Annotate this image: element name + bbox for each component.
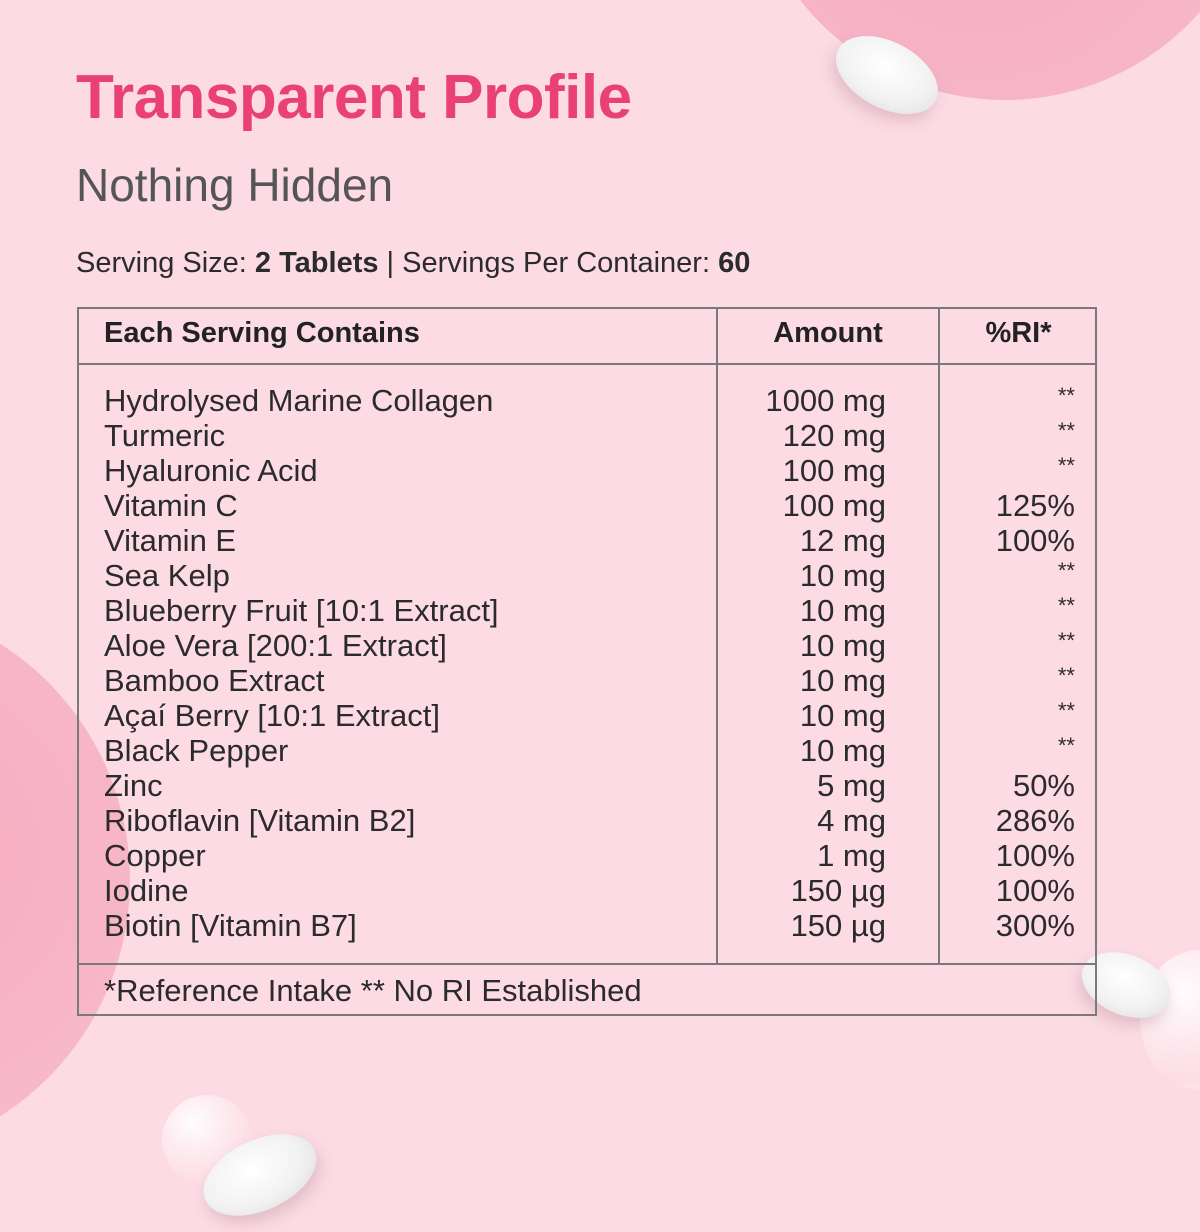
table-row <box>79 803 1095 838</box>
ingredient-name: Vitamin C <box>104 488 238 523</box>
ingredient-ri: 100% <box>995 873 1075 908</box>
ingredient-ri: 100% <box>995 838 1075 873</box>
table-row <box>79 628 1095 663</box>
ingredient-ri: ** <box>1057 698 1075 723</box>
table-row <box>79 523 1095 558</box>
ingredient-amount: 100 mg <box>782 488 886 523</box>
ingredient-name: Vitamin E <box>104 523 237 558</box>
nutrition-table <box>77 307 1097 1016</box>
ingredient-ri: ** <box>1057 733 1075 758</box>
column-header-ingredient: Each Serving Contains <box>104 317 420 349</box>
ingredient-ri: 125% <box>995 488 1075 523</box>
table-row <box>79 558 1095 593</box>
table-row <box>79 838 1095 873</box>
table-row <box>79 873 1095 908</box>
ingredient-amount: 150 µg <box>790 908 886 943</box>
table-row <box>79 383 1095 418</box>
ingredient-name: Açaí Berry [10:1 Extract] <box>104 698 440 733</box>
table-row <box>79 908 1095 943</box>
ingredient-name: Aloe Vera [200:1 Extract] <box>104 628 447 663</box>
table-row <box>79 663 1095 698</box>
ingredient-name: Bamboo Extract <box>104 663 325 698</box>
ingredient-amount: 10 mg <box>799 558 886 593</box>
ingredient-amount: 150 µg <box>790 873 886 908</box>
ingredient-amount: 1000 mg <box>765 383 886 418</box>
ingredient-ri: 100% <box>995 523 1075 558</box>
ingredient-amount: 10 mg <box>799 593 886 628</box>
servings-per-container-label: Servings Per Container: <box>402 247 719 279</box>
ingredient-ri: 286% <box>995 803 1075 838</box>
ingredient-name: Hyaluronic Acid <box>104 453 318 488</box>
table-row <box>79 768 1095 803</box>
column-header-amount: Amount <box>773 317 883 349</box>
ingredient-name: Copper <box>104 838 206 873</box>
ingredient-ri: 300% <box>995 908 1075 943</box>
ingredient-amount: 1 mg <box>817 838 886 873</box>
ingredient-ri: ** <box>1057 628 1075 653</box>
ingredient-amount: 5 mg <box>817 768 886 803</box>
ingredient-amount: 12 mg <box>799 523 886 558</box>
footer-divider <box>79 963 1095 965</box>
table-row <box>79 453 1095 488</box>
ingredient-amount: 10 mg <box>799 733 886 768</box>
table-footnote: *Reference Intake ** No RI Established <box>104 973 642 1008</box>
table-row <box>79 593 1095 628</box>
ingredient-name: Biotin [Vitamin B7] <box>104 908 357 943</box>
servings-per-container-value: 60 <box>718 247 751 279</box>
ingredient-name: Black Pepper <box>104 733 289 768</box>
ingredient-name: Zinc <box>104 768 163 803</box>
decorative-circle-top <box>745 0 1200 100</box>
ingredient-amount: 4 mg <box>817 803 886 838</box>
ingredient-amount: 100 mg <box>782 453 886 488</box>
ingredient-amount: 10 mg <box>799 628 886 663</box>
ingredient-ri: ** <box>1057 593 1075 618</box>
serving-info <box>76 247 750 280</box>
table-row <box>79 698 1095 733</box>
page-title: Transparent Profile <box>76 63 632 132</box>
ingredient-ri: ** <box>1057 453 1075 478</box>
ingredient-ri: ** <box>1057 418 1075 443</box>
ingredient-name: Riboflavin [Vitamin B2] <box>104 803 416 838</box>
ingredient-ri: 50% <box>1012 768 1075 803</box>
serving-size-value: 2 Tablets <box>254 247 379 279</box>
ingredient-ri: ** <box>1057 663 1075 688</box>
ingredient-name: Blueberry Fruit [10:1 Extract] <box>104 593 499 628</box>
ingredient-name: Turmeric <box>104 418 226 453</box>
ingredient-amount: 10 mg <box>799 698 886 733</box>
serving-separator: | <box>378 247 403 279</box>
ingredient-name: Iodine <box>104 873 189 908</box>
table-row <box>79 418 1095 453</box>
ingredient-ri: ** <box>1057 383 1075 408</box>
ingredient-name: Hydrolysed Marine Collagen <box>104 383 494 418</box>
table-row <box>79 733 1095 768</box>
ingredient-amount: 10 mg <box>799 663 886 698</box>
ingredient-amount: 120 mg <box>782 418 886 453</box>
ingredient-ri: ** <box>1057 558 1075 583</box>
header-divider <box>79 363 1095 365</box>
table-row <box>79 488 1095 523</box>
serving-size-label: Serving Size: <box>76 247 255 279</box>
column-header-ri: %RI* <box>985 317 1052 349</box>
page-subtitle: Nothing Hidden <box>76 159 394 211</box>
ingredient-name: Sea Kelp <box>104 558 230 593</box>
ingredient-rows <box>79 383 1095 943</box>
